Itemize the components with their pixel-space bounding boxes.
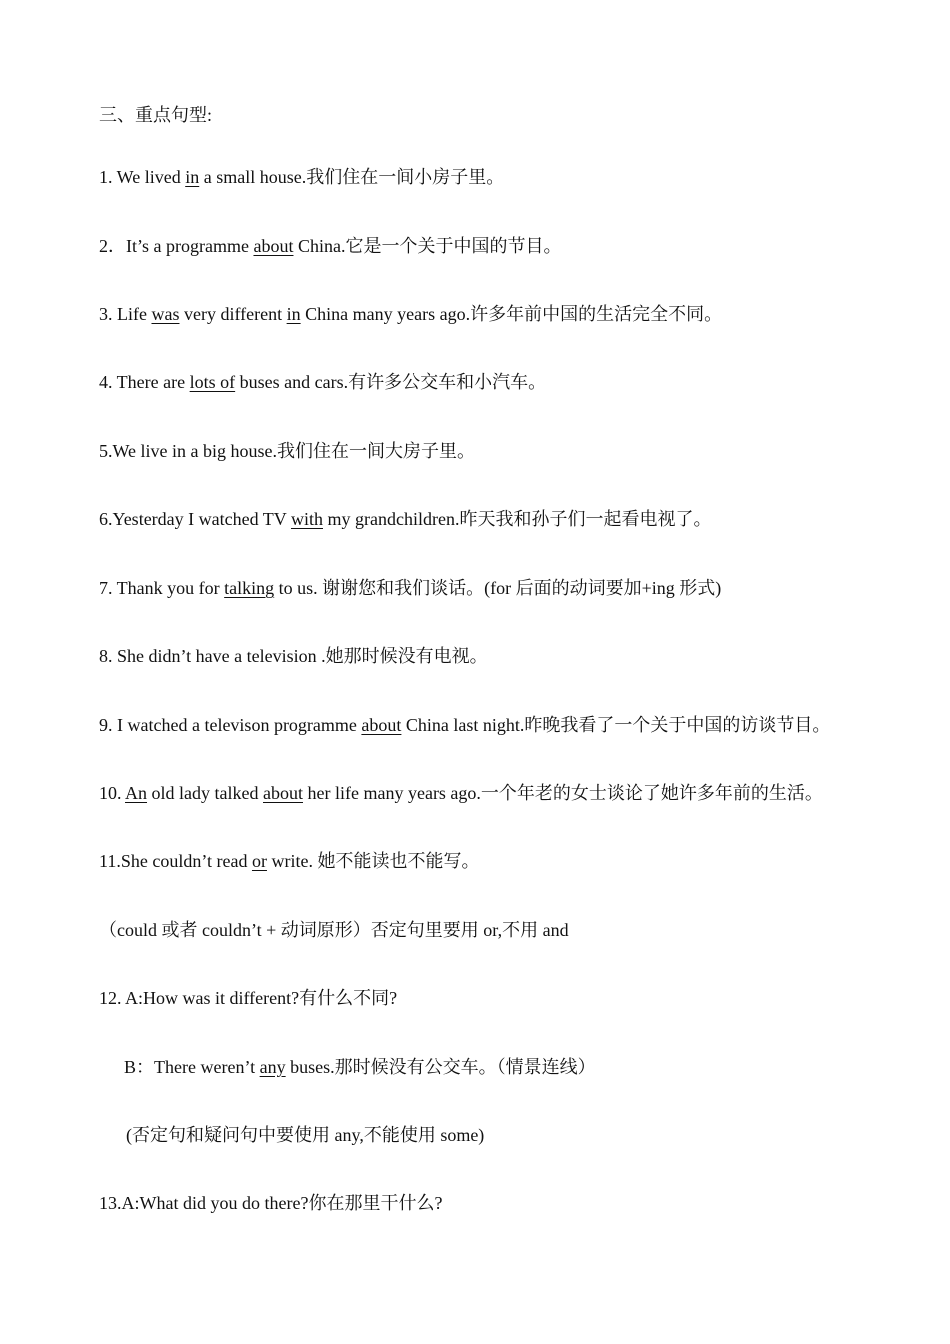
sentence-text: 13.A:What did you do there?你在那里干什么? [99, 1193, 443, 1213]
sentence-13 [99, 1191, 442, 1215]
sentence-text: 10. [99, 783, 126, 803]
sentence-3 [99, 302, 722, 326]
sentence-11 [99, 849, 479, 873]
sentence-12b [124, 1055, 596, 1079]
sentence-text: very different [179, 304, 287, 324]
sentence-6 [99, 507, 711, 531]
key-word: any [259, 1057, 286, 1077]
sentence-text: 12. A:How was it different?有什么不同? [99, 988, 398, 1008]
sentence-text: to us. 谢谢您和我们谈话。(for 后面的动词要加+ing 形式) [274, 578, 722, 598]
sentence-8 [99, 644, 488, 668]
key-word: about [361, 715, 402, 735]
key-word: with [290, 509, 323, 529]
sentence-text: 1. We lived [99, 167, 186, 187]
sentence-4 [99, 370, 546, 394]
sentence-text: China.它是一个关于中国的节目。 [293, 236, 562, 256]
note-text: （could 或者 couldn’t + 动词原形）否定句里要用 or,不用 and [99, 920, 569, 940]
sentence-text: 6.Yesterday I watched TV [99, 509, 291, 529]
key-word: in [185, 167, 200, 187]
note-text: (否定句和疑问句中要使用 any,不能使用 some) [126, 1125, 485, 1145]
sentence-text: 5.We live in a big house.我们住在一间大房子里。 [99, 441, 476, 461]
key-word: about [263, 783, 303, 803]
key-word: talking [224, 578, 275, 598]
sentence-text: 4. There are [99, 372, 190, 392]
sentence-2 [99, 234, 561, 258]
sentence-text: China many years ago.许多年前中国的生活完全不同。 [300, 304, 723, 324]
key-word: about [253, 236, 294, 256]
grammar-note-or [99, 918, 569, 942]
sentence-10 [99, 781, 823, 805]
sentence-text: old lady talked [147, 783, 263, 803]
sentence-text: her life many years ago.一个年老的女士谈论了她许多年前的生活。 [303, 783, 823, 803]
sentence-12a [99, 986, 397, 1010]
sentence-text: 11.She couldn’t read [99, 851, 252, 871]
sentence-9 [99, 713, 830, 737]
sentence-text: 7. Thank you for [99, 578, 225, 598]
sentence-text: write. 她不能读也不能写。 [266, 851, 480, 871]
section-heading: 三、重点句型: [99, 105, 213, 125]
sentence-text: 9. I watched a televison programme [99, 715, 362, 735]
sentence-text: buses.那时候没有公交车。（情景连线） [285, 1057, 596, 1077]
sentence-text: 3. Life [99, 304, 152, 324]
key-word: or [251, 851, 267, 871]
sentence-text: B：There weren’t [124, 1057, 260, 1077]
sentence-5 [99, 439, 475, 463]
key-word: was [151, 304, 180, 324]
sentence-text: buses and cars.有许多公交车和小汽车。 [235, 372, 547, 392]
sentence-text: 2．It’s a programme [99, 236, 254, 256]
key-word: lots of [189, 372, 236, 392]
sentence-text: 8. She didn’t have a television .她那时候没有电视。 [99, 646, 488, 666]
sentence-7 [99, 576, 721, 600]
sentence-1 [99, 165, 504, 189]
sentence-text: a small house.我们住在一间小房子里。 [199, 167, 505, 187]
grammar-note-any [126, 1123, 484, 1147]
sentence-text: my grandchildren.昨天我和孙子们一起看电视了。 [323, 509, 712, 529]
key-word: in [286, 304, 301, 324]
key-word: An [125, 783, 148, 803]
sentence-text: China last night.昨晚我看了一个关于中国的访谈节目。 [401, 715, 831, 735]
